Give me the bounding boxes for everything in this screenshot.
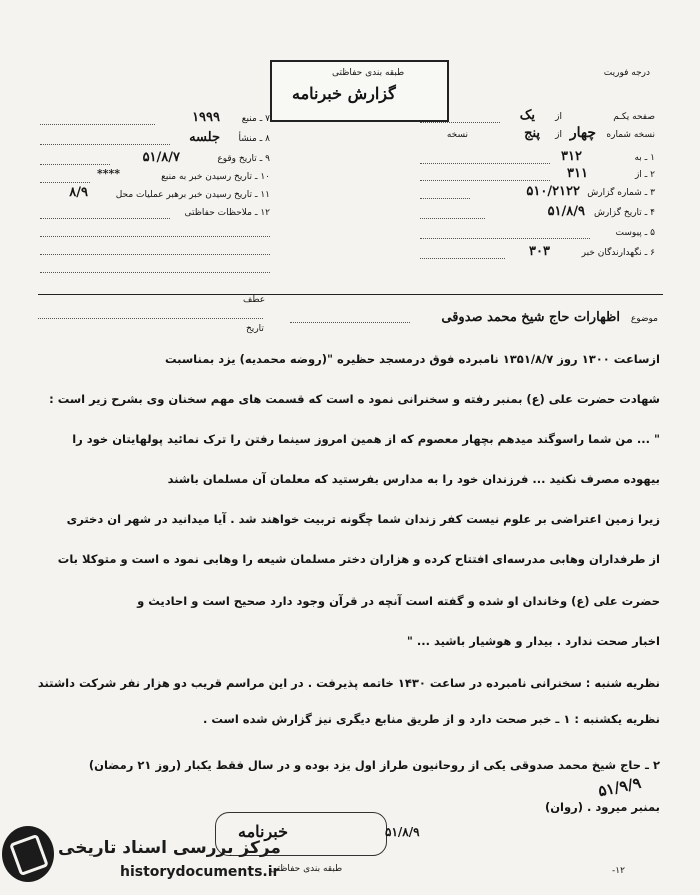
signature-date: ۵۱/۸/۹ xyxy=(385,825,420,839)
bottom-stamp-text: خبرنامه xyxy=(238,822,289,841)
field-copy-number: نسخه شماره xyxy=(606,130,655,140)
footer-classification: طبقه بندی حفاظتی xyxy=(270,864,343,874)
field-to-value: ۳۱۲ xyxy=(561,149,582,164)
field-copy-total: پنج xyxy=(524,126,540,141)
field-news-keepers-value: ۳۰۳ xyxy=(529,244,550,259)
field-news-keepers: ۶ ـ نگهدارندگان خبر xyxy=(581,248,655,258)
body-line-1: ازساعت ۱۳۰۰ روز ۱۳۵۱/۸/۷ نامبرده فوق درمسجد حظیره "(روضه محمدیه) یزد بمناسبت xyxy=(165,352,660,366)
subject-text: اظهارات حاج شیخ محمد صدوقی xyxy=(441,310,620,325)
report-title: گزارش خبرنامه xyxy=(292,84,396,103)
body-line-4: بیهوده مصرف نکنید ... فرزندان خود را به مدارس بفرستید که معلمان آن مسلمان باشند xyxy=(167,472,660,486)
field-report-number-value: ۵۱۰/۲۱۲۲ xyxy=(526,184,580,199)
body-line-5: زیرا زمین اعتراضی بر علوم نیست کفر زندان شما چگونه تربیت خواهند شد . آیا میدانید در شهر ان دختری xyxy=(66,512,660,526)
footer-code: -۱۲ xyxy=(612,866,625,876)
field-from-value: ۳۱۱ xyxy=(567,166,588,181)
reference-date-label: تاریخ xyxy=(246,324,264,334)
body-line-8: اخبار صحت ندارد . بیدار و هوشیار باشید ... " xyxy=(406,634,660,648)
field-security-notes: ۱۲ ـ ملاحظات حفاظتی xyxy=(184,208,270,218)
field-copy-of: از xyxy=(555,130,562,140)
archive-logo-icon xyxy=(2,826,54,882)
field-report-number: ۳ ـ شماره گزارش xyxy=(587,188,655,198)
body-line-3: " ... من شما راسوگند میدهم بچهار معصوم که از همین امروز سینما رفتن را ترک نمائید پولهایتان خود را xyxy=(72,432,660,446)
body-line-2: شهادت حضرت علی (ع) بمنبر رفته و سخنرانی نمود ه است که قسمت های مهم سخنان وی بشرح زیر است : xyxy=(49,392,660,406)
body-line-12: بمنبر میرود . (روان) xyxy=(544,800,660,814)
field-copy-value: چهار xyxy=(569,125,596,141)
margin-note: ۵۱/۹/۹ xyxy=(596,773,643,801)
field-origin: ۸ ـ منشأ xyxy=(238,134,270,144)
field-news-received-value: **** xyxy=(96,167,120,180)
field-origin-value: جلسه xyxy=(189,130,220,145)
field-news-received-date: ۱۰ ـ تاریخ رسیدن خبر به منبع xyxy=(161,172,270,182)
field-page: صفحه یکـم xyxy=(613,112,655,122)
field-event-date: ۹ ـ تاریخ وقوع xyxy=(217,154,270,164)
watermark-title: مرکز بررسی اسناد تاریخی xyxy=(58,838,281,858)
field-report-date: ۴ ـ تاریخ گزارش xyxy=(593,208,655,218)
body-line-11: ۲ ـ حاج شیخ محمد صدوقی یکی از روحانیون طراز اول یزد بوده و در سال فقط یکبار (روز ۲۱ رمضان) xyxy=(88,758,660,772)
field-report-date-value: ۵۱/۸/۹ xyxy=(547,204,585,219)
field-copy-suffix: نسخه xyxy=(446,130,468,140)
classification-label: درجه فوریت xyxy=(603,68,650,78)
body-line-10: نظریه یکشنبه : ۱ ـ خبر صحت دارد و از طریق منابع دیگری نیز گزارش شده است . xyxy=(202,712,660,726)
field-source-value: ۱۹۹۹ xyxy=(192,110,220,125)
field-from: ۲ ـ از xyxy=(634,170,655,180)
body-line-6: از طرفداران وهابی مدرسه‌ای افتتاح کرده و هزاران دختر مسلمان شیعه را وهابی نمود ه است و متوکلا بات xyxy=(57,552,660,566)
report-title-stamp xyxy=(270,60,449,122)
body-line-7: حضرت علی (ع) وخاندان او شده و گفته است آنچه در قرآن وجود دارد صحیح است و احادیث و xyxy=(137,594,660,608)
body-line-9: نظریه شنبه : سخنرانی نامبرده در ساعت ۱۴۳۰ خاتمه پذیرفت . در این مراسم قریب دو هزار نفر شرکت داشتند xyxy=(37,676,660,690)
reference-label: عطف xyxy=(243,295,266,305)
stamp-classification: طبقه بندی حفاظتی xyxy=(332,68,405,78)
watermark-url: historydocuments.ir xyxy=(120,864,280,880)
field-source: ۷ ـ منبع xyxy=(241,114,270,124)
field-page-total: یک xyxy=(519,108,535,123)
field-page-of: از xyxy=(555,112,562,122)
field-event-date-value: ۵۱/۸/۷ xyxy=(142,150,180,165)
subject-label: موضوع xyxy=(630,314,658,324)
field-attachment: ۵ ـ پیوست xyxy=(615,228,655,238)
field-field-ops-date: ۱۱ ـ تاریخ رسیدن خبر برهبر عملیات محل xyxy=(115,190,270,200)
field-to: ۱ ـ به xyxy=(634,153,655,163)
field-field-ops-value: ۸/۹ xyxy=(69,185,88,200)
